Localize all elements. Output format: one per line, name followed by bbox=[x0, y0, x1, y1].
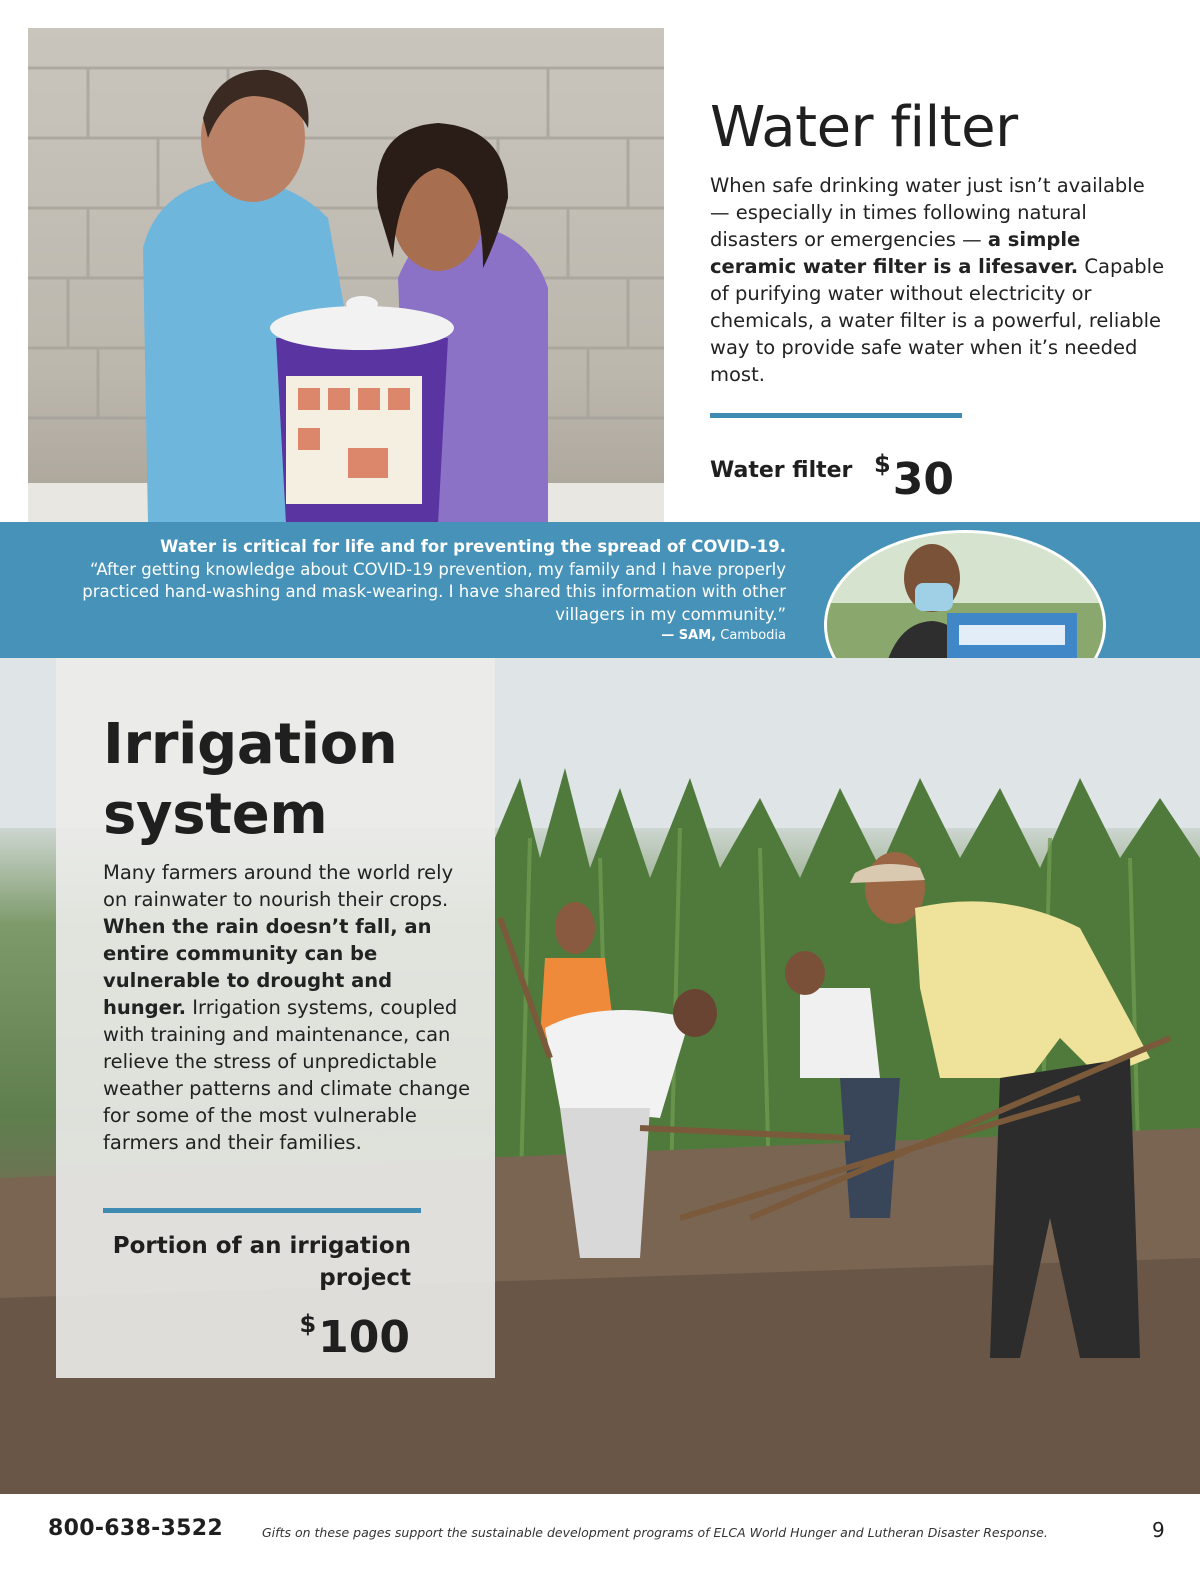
water-filter-price-label: Water filter bbox=[710, 458, 853, 483]
testimonial-quote bbox=[66, 536, 786, 646]
irrigation-price: $100 bbox=[299, 1310, 410, 1363]
irrigation-description: Many farmers around the world rely on rainwater to nourish their crops. When the rain doesn’t fall, an entire community can be vulnerable to drought and hunger. Irrigation systems, coupled with training and maintenance, can relieve the stress of unpredictable weather patterns and climate change for some of the most vulnerable farmers and their families. bbox=[103, 861, 471, 1154]
irrigation-divider bbox=[103, 1208, 421, 1213]
quote-text: “After getting knowledge about COVID-19 prevention, my family and I have properly practiced hand-washing and mask-wearing. I have shared this information with other villagers in my community.” bbox=[82, 559, 786, 624]
water-filter-title: Water filter bbox=[710, 95, 1018, 160]
irrigation-title: Irrigation system bbox=[103, 712, 398, 847]
water-filter-description: When safe drinking water just isn’t available — especially in times following natural disasters or emergencies — a simple ceramic water filter is a lifesaver. Capable of purifying water without electricity or chemicals, a water filter is a powerful, reliable way to provide safe water when it’s needed most. bbox=[710, 174, 1165, 386]
water-filter-photo bbox=[28, 28, 664, 524]
quote-lead: Water is critical for life and for preventing the spread of COVID-19. bbox=[160, 537, 786, 556]
footer-phone-number: 800-638-3522 bbox=[48, 1516, 223, 1541]
footer-note: Gifts on these pages support the sustainable development programs of ELCA World Hunger and Lutheran Disaster Response. bbox=[262, 1525, 1048, 1540]
water-filter-divider bbox=[710, 413, 962, 418]
irrigation-price-label: Portion of an irrigation project bbox=[112, 1233, 411, 1291]
quote-attribution: — SAM, Cambodia bbox=[661, 628, 786, 643]
water-filter-price: $30 bbox=[874, 450, 954, 505]
page-number: 9 bbox=[1152, 1518, 1165, 1542]
